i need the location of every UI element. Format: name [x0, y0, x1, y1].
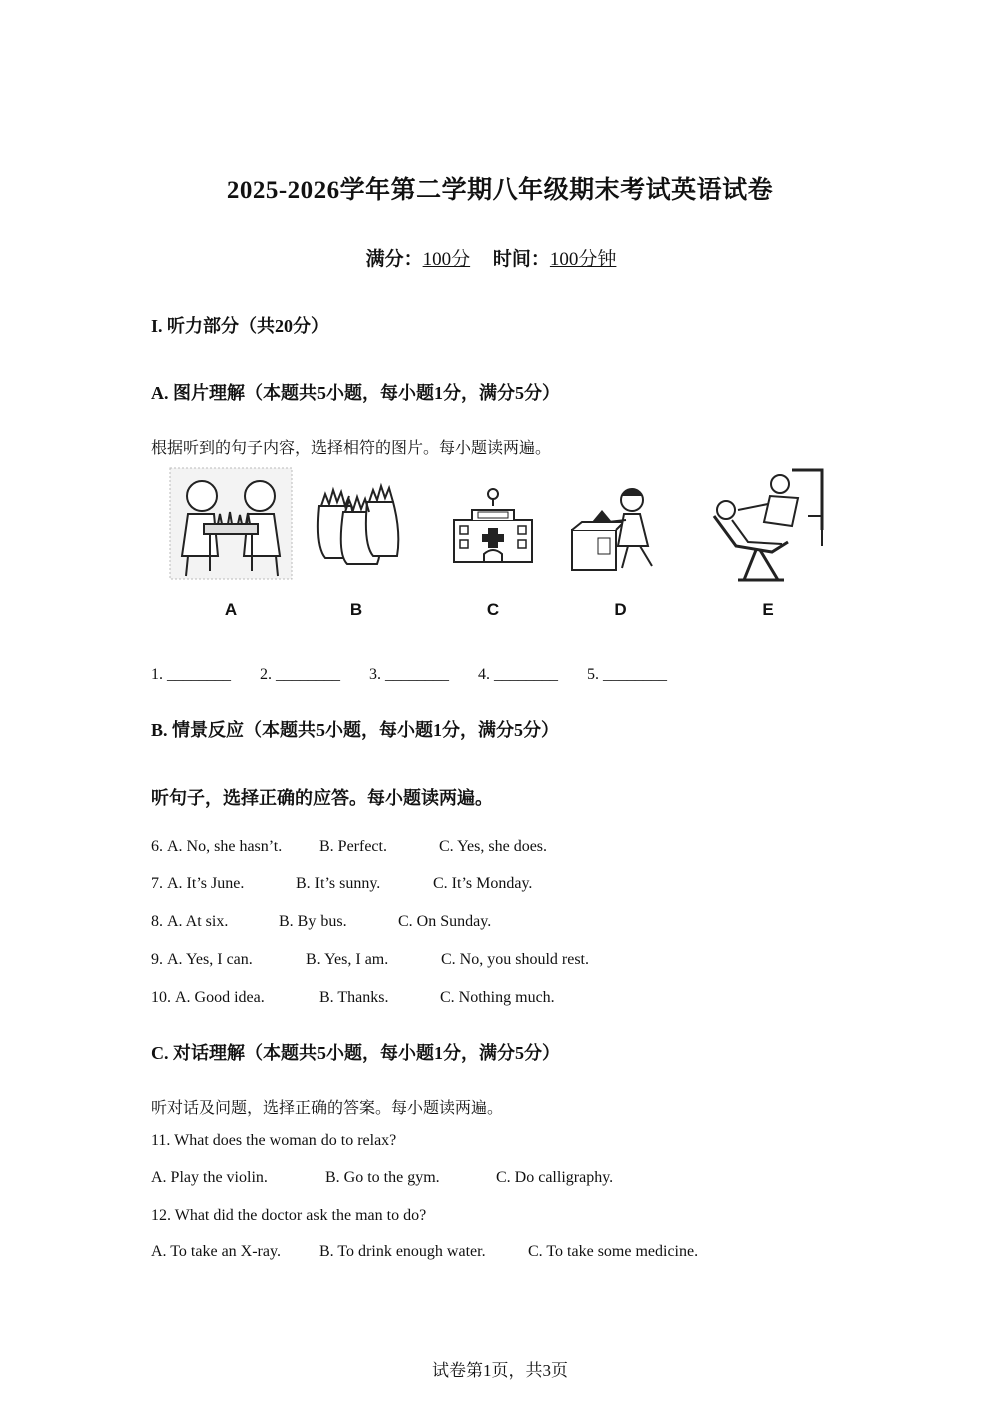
answer-blank-5[interactable]: 5. ________ [587, 666, 667, 683]
sectionC-heading: C. 对话理解（本题共5小题，每小题1分，满分5分） [151, 1043, 560, 1063]
option-c: C. No, you should rest. [441, 951, 589, 968]
score-line [0, 244, 1000, 271]
picture-c-label: C [486, 600, 500, 619]
boys-playing-chess-icon [168, 466, 294, 581]
dentist-icon [708, 466, 828, 586]
question-11: 11. What does the woman do to relax? [151, 1132, 397, 1149]
option-c: C. Yes, she does. [439, 838, 548, 855]
sectionB-heading: B. 情景反应（本题共5小题，每小题1分，满分5分） [151, 720, 560, 740]
picture-a [168, 466, 294, 619]
picture-d [568, 466, 673, 619]
answer-blank-2[interactable]: 2. ________ [260, 666, 340, 683]
picture-b-label: B [349, 600, 363, 619]
option-b: B. It’s sunny. [296, 875, 381, 892]
option-a: A. At six. [167, 913, 229, 930]
time-label: 时间： [492, 249, 550, 270]
part1-heading: I. 听力部分（共20分） [151, 316, 330, 336]
picture-c [448, 466, 538, 619]
option-c: C. Nothing much. [440, 989, 555, 1006]
option-c: C. It’s Monday. [433, 875, 533, 892]
question-number: 10. [151, 989, 171, 1006]
picture-options [168, 466, 848, 636]
time-value: 100分钟 [549, 249, 617, 270]
option-b: B. By bus. [279, 913, 347, 930]
option-a: A. No, she hasn’t. [167, 838, 283, 855]
question-6 [151, 838, 547, 856]
question-number: 9. [151, 951, 163, 968]
hospital-icon [448, 466, 538, 581]
question-number: 6. [151, 838, 163, 855]
picture-e [708, 466, 828, 619]
option-a: A. To take an X-ray. [151, 1243, 281, 1260]
option-c: C. To take some medicine. [528, 1243, 699, 1260]
picture-e-label: E [762, 600, 774, 619]
question-12: 12. What did the doctor ask the man to do? [151, 1207, 427, 1224]
sectionA-instruction: 根据听到的句子内容，选择相符的图片。每小题读两遍。 [151, 440, 552, 457]
option-a: A. Good idea. [175, 989, 265, 1006]
picture-a-label: A [224, 600, 238, 619]
option-b: B. Go to the gym. [325, 1169, 440, 1186]
question-10 [151, 989, 555, 1007]
option-a: A. It’s June. [167, 875, 245, 892]
question-12-options [151, 1243, 698, 1261]
page-title: 2025-2026学年第二学期八年级期末考试英语试卷 [226, 177, 774, 204]
question-7 [151, 875, 532, 893]
sectionC-instruction: 听对话及问题，选择正确的答案。每小题读两遍。 [151, 1100, 504, 1117]
option-a: A. Yes, I can. [167, 951, 253, 968]
option-c: C. Do calligraphy. [496, 1169, 614, 1186]
question-11-options [151, 1169, 613, 1187]
picture-b [311, 466, 401, 619]
picture-d-label: D [614, 600, 627, 619]
sectionA-heading: A. 图片理解（本题共5小题，每小题1分，满分5分） [151, 383, 560, 403]
bags-of-waste-icon [311, 466, 401, 581]
option-a: A. Play the violin. [151, 1169, 268, 1186]
question-number: 8. [151, 913, 163, 930]
answer-blank-3[interactable]: 3. ________ [369, 666, 449, 683]
sectionB-instruction: 听句子，选择正确的应答。每小题读两遍。 [151, 788, 493, 808]
question-number: 7. [151, 875, 163, 892]
full-score-label: 满分： [365, 249, 423, 270]
question-9 [151, 951, 589, 969]
option-c: C. On Sunday. [398, 913, 492, 930]
answer-blank-1[interactable]: 1. ________ [151, 666, 231, 683]
page-footer: 试卷第1页，共3页 [432, 1361, 568, 1380]
answer-blanks [151, 666, 692, 684]
full-score-value: 100分 [422, 249, 471, 270]
option-b: B. Thanks. [319, 989, 389, 1006]
girl-recycling-icon [568, 466, 673, 581]
option-b: B. Perfect. [319, 838, 387, 855]
option-b: B. To drink enough water. [319, 1243, 486, 1260]
option-b: B. Yes, I am. [306, 951, 389, 968]
answer-blank-4[interactable]: 4. ________ [478, 666, 558, 683]
question-8 [151, 913, 491, 931]
